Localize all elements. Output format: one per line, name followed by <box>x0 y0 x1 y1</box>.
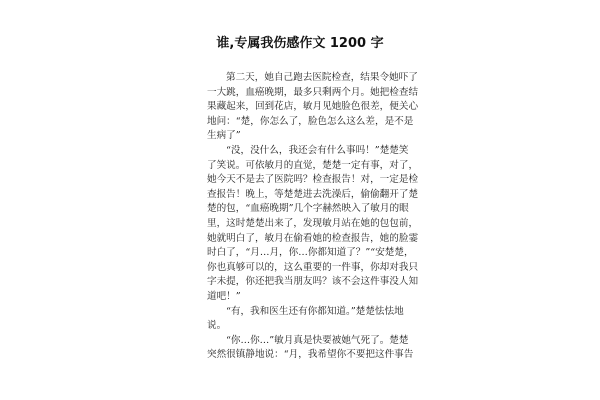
text-line: 你也真够可以的，这么重要的一件事，你却对我只 <box>207 261 419 273</box>
paragraph-1 <box>207 71 419 144</box>
text-line: 果藏起来，回到花店，敏月见她脸色很差，便关心 <box>207 101 419 113</box>
text-line: 她就明白了，敏月在偷看她的检查报告，她的脸霎 <box>207 232 419 244</box>
paragraph-4 <box>207 334 414 363</box>
text-line: 说。 <box>207 320 227 332</box>
text-line: “有，我和医生还有你都知道。”楚楚怯怯地 <box>226 305 404 317</box>
text-line: 她今天不是去了医院吗？检查报告！对，一定是检 <box>207 174 419 186</box>
text-line: 里，这时楚楚出来了，发现敏月站在她的包包前， <box>207 217 419 229</box>
text-line: 查报告！晚上，等楚楚进去洗澡后，偷偷翻开了楚 <box>207 188 419 200</box>
text-line: “没，没什么，我还会有什么事吗！”楚楚笑 <box>226 144 409 156</box>
text-line: 第二天，她自己跑去医院检查，结果令她吓了 <box>226 72 418 83</box>
text-line: 时白了，“月…月，你…你都知道了？”“安楚楚， <box>207 247 414 259</box>
paragraph-3 <box>207 305 404 334</box>
text-line: 生病了” <box>207 130 241 142</box>
text-line: 道吧！” <box>207 290 241 302</box>
text-line: 突然很镇静地说：“月，我希望你不要把这件事告 <box>207 349 414 361</box>
document-title: 谁,专属我伤感作文 1200 字 <box>216 36 384 51</box>
text-line: 地问：“楚，你怎么了，脸色怎么这么差，是不是 <box>207 115 414 127</box>
text-line: “你…你…”敏月真是快要被她气死了。楚楚 <box>226 334 409 346</box>
document-body <box>207 71 419 363</box>
text-line: 一大跳，血癌晚期，最多只剩两个月。她把检查结 <box>207 86 419 98</box>
paragraph-2 <box>207 144 419 305</box>
text-line: 了笑说。可依敏月的直觉，楚楚一定有事，对了， <box>207 159 419 171</box>
text-line: 楚的包，“血癌晚期”几个字赫然映入了敏月的眼 <box>207 203 409 215</box>
text-line: 字未提，你还把我当朋友吗？该不会这件事没人知 <box>207 276 419 288</box>
